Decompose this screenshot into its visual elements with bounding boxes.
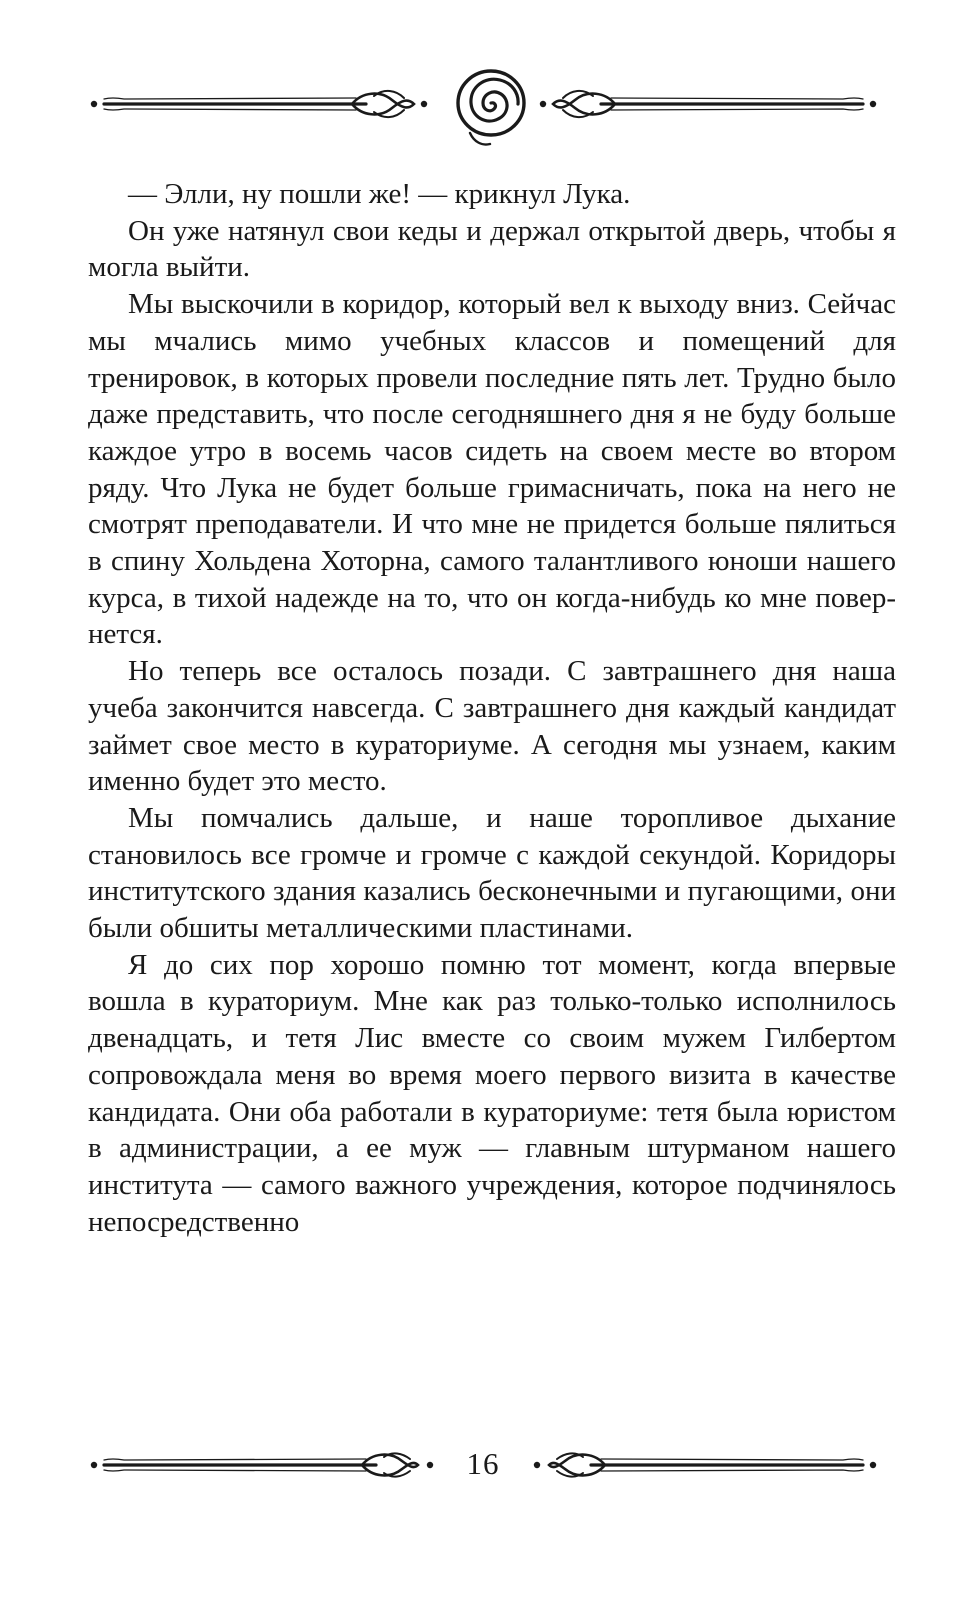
footer-right-flourish-icon bbox=[534, 1453, 876, 1476]
right-flourish-icon bbox=[540, 91, 876, 117]
paragraph: Мы помчались дальше, и наше торопливое дыхание становилось все громче и громче с каждой секундой. Коридоры институтского здания казались бесконечными и пугающими, они были обшиты металлическими пластинами. bbox=[88, 801, 896, 945]
paragraph: — Элли, ну пошли же! — крикнул Лука. bbox=[128, 178, 631, 210]
header-ornament bbox=[0, 60, 967, 170]
footer-left-flourish-icon bbox=[91, 1453, 433, 1476]
paragraph: Мы выскочили в коридор, который вел к выходу вниз. Сейчас мы мчались мимо учебных классов и помещений для тренировок, в которых провели последние пять лет. Трудно было даже представить, что после сегодняшнего дня я не буду больше каждое утро в восемь часов сидеть на своем месте во втором ряду. Что Лука не будет больше гримасничать, пока на него не смотрят преподаватели. И что мне не придется больше пялиться в спину Хольдена Хоторна, самого талантливого юноши нашего курса, в тихой надежде на то, что он когда-нибудь ко мне повернется. bbox=[88, 288, 896, 651]
spiral-ornament-icon bbox=[458, 71, 524, 145]
paragraph: Я до сих пор хорошо помню тот момент, когда впервые вошла в кураториум. Мне как раз только-только исполнилось двенадцать, и тетя Лис вместе со своим мужем Гилбертом сопровождала меня во время моего первого визита в качестве кандидата. Они оба работали в кураториуме: тетя была юристом в администрации, а ее муж — главным штурманом нашего института — самого важного учреждения, которое подчинялось непосредственно bbox=[88, 948, 896, 1238]
chapter-text bbox=[88, 176, 896, 1240]
header-ornament-graphic bbox=[0, 60, 967, 170]
paragraph: Он уже натянул свои кеды и держал открытой дверь, чтобы я могла выйти. bbox=[88, 214, 896, 284]
page-number: 16 bbox=[466, 1446, 500, 1481]
left-flourish-icon bbox=[91, 91, 427, 117]
paragraph: Но теперь все осталось позади. С завтрашнего дня наша учеба закончится навсегда. С завтрашнего дня каждый кандидат займет свое место в кураториуме. А сегодня мы узнаем, каким именно будет это место. bbox=[88, 655, 896, 798]
